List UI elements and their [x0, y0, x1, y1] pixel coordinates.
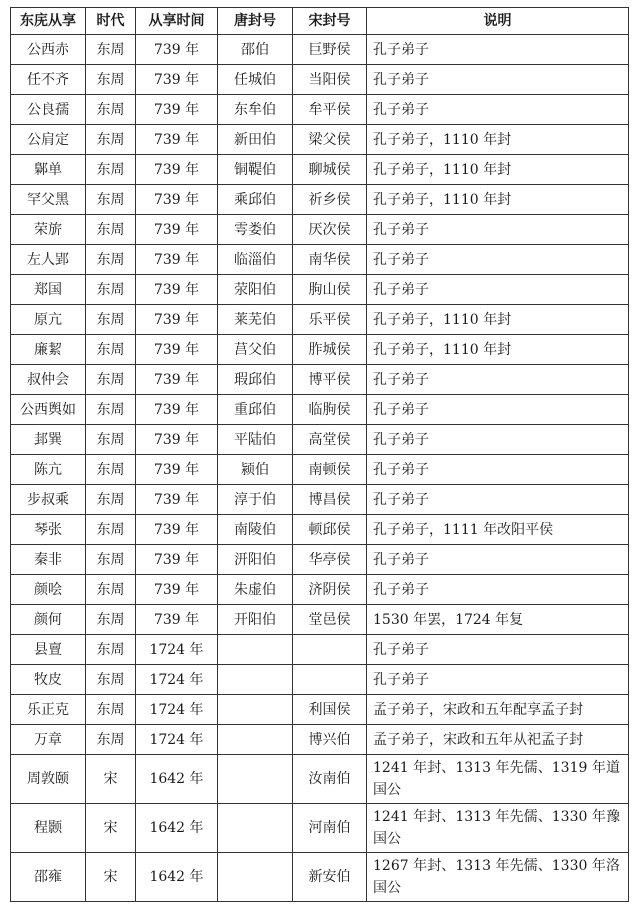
tang-title-cell: 铜鞮伯 — [218, 155, 293, 185]
table-row — [11, 853, 629, 902]
era-cell: 东周 — [86, 365, 136, 395]
enshrine-time-cell: 739 年 — [136, 125, 218, 155]
enshrine-time-cell: 1642 年 — [136, 755, 218, 804]
tang-title-cell: 南陵伯 — [218, 515, 293, 545]
table-row — [11, 365, 629, 395]
notes-cell: 孔子弟子 — [367, 215, 629, 245]
era-cell: 东周 — [86, 605, 136, 635]
enshrine-time-cell: 1642 年 — [136, 804, 218, 853]
person-name-cell: 叔仲会 — [11, 365, 86, 395]
table-row — [11, 755, 629, 804]
header-tang-title: 唐封号 — [218, 8, 293, 35]
song-title-cell: 华亭侯 — [293, 545, 367, 575]
tang-title-cell: 乘邱伯 — [218, 185, 293, 215]
person-name-cell: 廉絜 — [11, 335, 86, 365]
notes-cell: 孔子弟子 — [367, 665, 629, 695]
tang-title-cell: 瑕邱伯 — [218, 365, 293, 395]
song-title-cell: 当阳侯 — [293, 65, 367, 95]
song-title-cell: 博昌侯 — [293, 485, 367, 515]
person-name-cell: 邵雍 — [11, 853, 86, 902]
notes-cell: 孔子弟子，1110 年封 — [367, 335, 629, 365]
notes-cell: 1530 年罢，1724 年复 — [367, 605, 629, 635]
header-east-veranda: 东庑从享 — [11, 8, 86, 35]
tang-title-cell: 莱芜伯 — [218, 305, 293, 335]
person-name-cell: 荣旂 — [11, 215, 86, 245]
era-cell: 东周 — [86, 515, 136, 545]
tang-title-cell: 荥阳伯 — [218, 275, 293, 305]
era-cell: 东周 — [86, 455, 136, 485]
notes-cell: 孔子弟子 — [367, 35, 629, 65]
enshrine-time-cell: 739 年 — [136, 185, 218, 215]
table-row — [11, 215, 629, 245]
table-row — [11, 155, 629, 185]
tang-title-cell: 汧阳伯 — [218, 545, 293, 575]
enshrine-time-cell: 739 年 — [136, 305, 218, 335]
tang-title-cell: 平陆伯 — [218, 425, 293, 455]
person-name-cell: 步叔乘 — [11, 485, 86, 515]
enshrine-time-cell: 739 年 — [136, 395, 218, 425]
enshrine-time-cell: 739 年 — [136, 95, 218, 125]
era-cell: 东周 — [86, 155, 136, 185]
table-row — [11, 485, 629, 515]
table-row — [11, 455, 629, 485]
era-cell: 东周 — [86, 395, 136, 425]
header-row — [11, 8, 629, 35]
enshrine-time-cell: 739 年 — [136, 215, 218, 245]
song-title-cell — [293, 635, 367, 665]
notes-cell: 孔子弟子 — [367, 425, 629, 455]
song-title-cell: 乐平侯 — [293, 305, 367, 335]
notes-cell: 孔子弟子 — [367, 575, 629, 605]
notes-cell: 孔子弟子 — [367, 275, 629, 305]
enshrine-time-cell: 739 年 — [136, 485, 218, 515]
header-notes: 说明 — [367, 8, 629, 35]
notes-cell: 孟子弟子，宋政和五年配享孟子封 — [367, 695, 629, 725]
era-cell: 东周 — [86, 635, 136, 665]
era-cell: 东周 — [86, 335, 136, 365]
tang-title-cell — [218, 635, 293, 665]
person-name-cell: 邽巽 — [11, 425, 86, 455]
table-row — [11, 515, 629, 545]
table-row — [11, 395, 629, 425]
tang-title-cell — [218, 725, 293, 755]
song-title-cell: 河南伯 — [293, 804, 367, 853]
tang-title-cell: 重邱伯 — [218, 395, 293, 425]
person-name-cell: 原亢 — [11, 305, 86, 335]
notes-cell: 孔子弟子，1111 年改阳平侯 — [367, 515, 629, 545]
song-title-cell: 高堂侯 — [293, 425, 367, 455]
table-row — [11, 545, 629, 575]
table-row — [11, 725, 629, 755]
person-name-cell: 秦非 — [11, 545, 86, 575]
table-row — [11, 335, 629, 365]
person-name-cell: 程颢 — [11, 804, 86, 853]
header-era: 时代 — [86, 8, 136, 35]
table-row — [11, 804, 629, 853]
era-cell: 东周 — [86, 185, 136, 215]
enshrine-time-cell: 739 年 — [136, 65, 218, 95]
person-name-cell: 左人郢 — [11, 245, 86, 275]
notes-cell: 孔子弟子 — [367, 455, 629, 485]
person-name-cell: 陈亢 — [11, 455, 86, 485]
song-title-cell: 南顿侯 — [293, 455, 367, 485]
person-name-cell: 罕父黑 — [11, 185, 86, 215]
notes-cell: 孔子弟子，1110 年封 — [367, 305, 629, 335]
table-row — [11, 425, 629, 455]
notes-cell: 孔子弟子 — [367, 635, 629, 665]
table-row — [11, 305, 629, 335]
table-row — [11, 275, 629, 305]
era-cell: 东周 — [86, 95, 136, 125]
enshrine-time-cell: 739 年 — [136, 425, 218, 455]
song-title-cell: 博兴伯 — [293, 725, 367, 755]
notes-cell: 孔子弟子 — [367, 65, 629, 95]
person-name-cell: 县亶 — [11, 635, 86, 665]
notes-cell: 孔子弟子 — [367, 485, 629, 515]
enshrine-time-cell: 739 年 — [136, 155, 218, 185]
enshrine-time-cell: 1724 年 — [136, 665, 218, 695]
notes-cell: 1267 年封、1313 年先儒、1330 年洛国公 — [367, 853, 629, 902]
era-cell: 东周 — [86, 65, 136, 95]
era-cell: 东周 — [86, 575, 136, 605]
notes-cell: 孔子弟子 — [367, 395, 629, 425]
table-row — [11, 125, 629, 155]
table-row — [11, 605, 629, 635]
enshrinement-table — [10, 7, 629, 902]
tang-title-cell: 淳于伯 — [218, 485, 293, 515]
era-cell: 东周 — [86, 245, 136, 275]
person-name-cell: 琴张 — [11, 515, 86, 545]
song-title-cell: 祈乡侯 — [293, 185, 367, 215]
table-row — [11, 635, 629, 665]
enshrine-time-cell: 739 年 — [136, 365, 218, 395]
song-title-cell: 利国侯 — [293, 695, 367, 725]
era-cell: 宋 — [86, 804, 136, 853]
person-name-cell: 公西舆如 — [11, 395, 86, 425]
song-title-cell: 汝南伯 — [293, 755, 367, 804]
song-title-cell: 牟平侯 — [293, 95, 367, 125]
person-name-cell: 颜哙 — [11, 575, 86, 605]
notes-cell: 孔子弟子 — [367, 245, 629, 275]
era-cell: 东周 — [86, 485, 136, 515]
header-enshrine-time: 从享时间 — [136, 8, 218, 35]
song-title-cell: 梁父侯 — [293, 125, 367, 155]
song-title-cell: 厌次侯 — [293, 215, 367, 245]
tang-title-cell: 临淄伯 — [218, 245, 293, 275]
enshrine-time-cell: 739 年 — [136, 35, 218, 65]
table-row — [11, 665, 629, 695]
tang-title-cell — [218, 695, 293, 725]
song-title-cell: 南华侯 — [293, 245, 367, 275]
person-name-cell: 公西赤 — [11, 35, 86, 65]
tang-title-cell — [218, 804, 293, 853]
song-title-cell: 新安伯 — [293, 853, 367, 902]
table-row — [11, 245, 629, 275]
era-cell: 东周 — [86, 215, 136, 245]
table-row — [11, 95, 629, 125]
person-name-cell: 郑国 — [11, 275, 86, 305]
person-name-cell: 周敦颐 — [11, 755, 86, 804]
person-name-cell: 鄡单 — [11, 155, 86, 185]
era-cell: 东周 — [86, 545, 136, 575]
song-title-cell: 巨野侯 — [293, 35, 367, 65]
song-title-cell: 朐山侯 — [293, 275, 367, 305]
era-cell: 东周 — [86, 305, 136, 335]
enshrine-time-cell: 1724 年 — [136, 635, 218, 665]
song-title-cell — [293, 665, 367, 695]
notes-cell: 孔子弟子 — [367, 365, 629, 395]
tang-title-cell — [218, 665, 293, 695]
tang-title-cell — [218, 755, 293, 804]
notes-cell: 孔子弟子，1110 年封 — [367, 185, 629, 215]
tang-title-cell: 任城伯 — [218, 65, 293, 95]
person-name-cell: 万章 — [11, 725, 86, 755]
tang-title-cell: 新田伯 — [218, 125, 293, 155]
notes-cell: 1241 年封、1313 年先儒、1319 年道国公 — [367, 755, 629, 804]
tang-title-cell: 东牟伯 — [218, 95, 293, 125]
table-row — [11, 575, 629, 605]
person-name-cell: 任不齐 — [11, 65, 86, 95]
tang-title-cell: 颍伯 — [218, 455, 293, 485]
enshrine-time-cell: 739 年 — [136, 545, 218, 575]
person-name-cell: 牧皮 — [11, 665, 86, 695]
enshrine-time-cell: 739 年 — [136, 455, 218, 485]
table-row — [11, 695, 629, 725]
enshrine-time-cell: 739 年 — [136, 575, 218, 605]
notes-cell: 孔子弟子 — [367, 545, 629, 575]
era-cell: 东周 — [86, 425, 136, 455]
tang-title-cell — [218, 853, 293, 902]
song-title-cell: 济阴侯 — [293, 575, 367, 605]
header-song-title: 宋封号 — [293, 8, 367, 35]
enshrine-time-cell: 1724 年 — [136, 725, 218, 755]
song-title-cell: 临朐侯 — [293, 395, 367, 425]
person-name-cell: 公良孺 — [11, 95, 86, 125]
notes-cell: 1241 年封、1313 年先儒、1330 年豫国公 — [367, 804, 629, 853]
enshrine-time-cell: 739 年 — [136, 275, 218, 305]
person-name-cell: 公肩定 — [11, 125, 86, 155]
person-name-cell: 颜何 — [11, 605, 86, 635]
table-row — [11, 35, 629, 65]
tang-title-cell: 莒父伯 — [218, 335, 293, 365]
song-title-cell: 聊城侯 — [293, 155, 367, 185]
era-cell: 东周 — [86, 695, 136, 725]
era-cell: 宋 — [86, 755, 136, 804]
enshrine-time-cell: 1642 年 — [136, 853, 218, 902]
notes-cell: 孔子弟子，1110 年封 — [367, 125, 629, 155]
tang-title-cell: 雩娄伯 — [218, 215, 293, 245]
song-title-cell: 博平侯 — [293, 365, 367, 395]
era-cell: 东周 — [86, 275, 136, 305]
notes-cell: 孔子弟子 — [367, 95, 629, 125]
tang-title-cell: 朱虚伯 — [218, 575, 293, 605]
enshrine-time-cell: 739 年 — [136, 335, 218, 365]
era-cell: 东周 — [86, 665, 136, 695]
enshrine-time-cell: 739 年 — [136, 515, 218, 545]
enshrine-time-cell: 739 年 — [136, 605, 218, 635]
era-cell: 宋 — [86, 853, 136, 902]
notes-cell: 孔子弟子，1110 年封 — [367, 155, 629, 185]
era-cell: 东周 — [86, 125, 136, 155]
enshrine-time-cell: 739 年 — [136, 245, 218, 275]
era-cell: 东周 — [86, 725, 136, 755]
song-title-cell: 堂邑侯 — [293, 605, 367, 635]
enshrine-time-cell: 1724 年 — [136, 695, 218, 725]
tang-title-cell: 开阳伯 — [218, 605, 293, 635]
table-row — [11, 185, 629, 215]
song-title-cell: 胙城侯 — [293, 335, 367, 365]
era-cell: 东周 — [86, 35, 136, 65]
table-row — [11, 65, 629, 95]
person-name-cell: 乐正克 — [11, 695, 86, 725]
song-title-cell: 顿邱侯 — [293, 515, 367, 545]
tang-title-cell: 邵伯 — [218, 35, 293, 65]
notes-cell: 孟子弟子，宋政和五年从祀孟子封 — [367, 725, 629, 755]
